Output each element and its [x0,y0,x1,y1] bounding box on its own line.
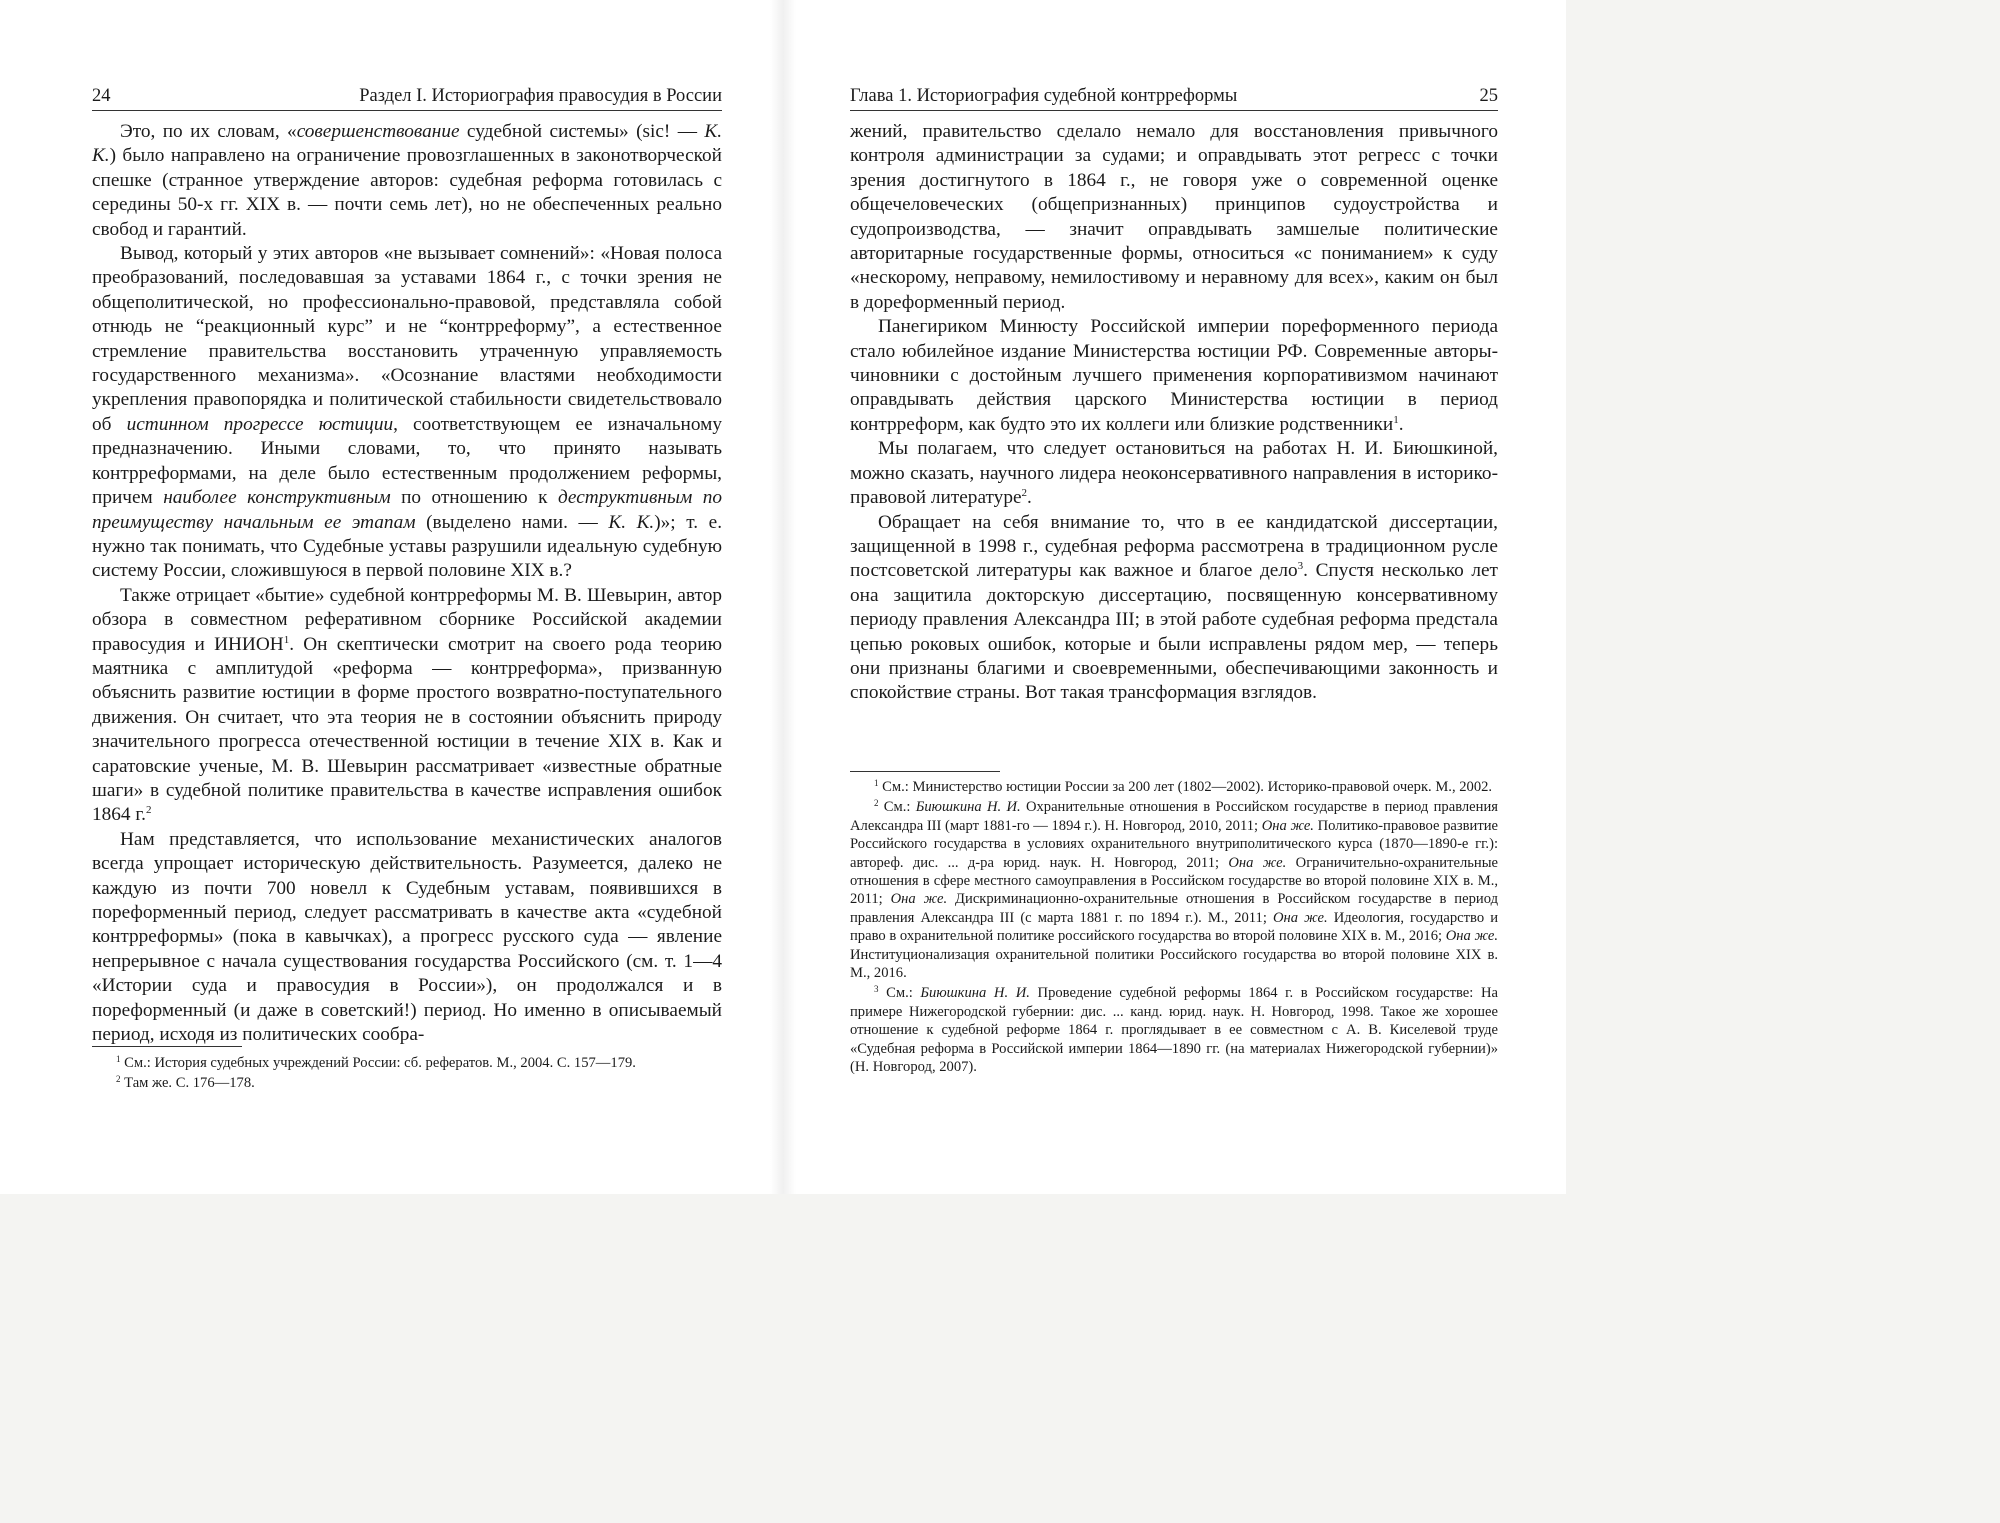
text-run: Это, по их словам, « [120,121,297,142]
text-run: Идеология, государство и право в охранительной политике российского государства во второй половине XIX в. М., 2016; [850,909,1499,945]
right-footnotes [850,778,1498,1079]
italic-text: К. К. [92,121,723,167]
text-run: См.: История судебных учреждений России: сб. рефератов. М., 2004. С. 157—179. [120,1055,636,1071]
italic-text: Она же. [890,891,948,908]
paragraph [850,511,1498,706]
text-run: . Он скептически смотрит на своего рода теорию маятника с амплитудой «реформа — контрреформа», призванную объяснить развитие юстиции в форме простого возвратно-поступательного движения. Он считает, что эта теория не в состоянии объяснить природу значительного прогресса отечественной юстиции в течение XIX в. Как и саратовские ученые, М. В. Шевырин рассматривает «известные обратные шаги» в судебной политике правительства в качестве исправления ошибок 1864 г. [92,633,722,826]
text-run: Также отрицает «бытие» судебной контрреформы М. В. Шевырин, автор обзора в совместном реферативном сборнике Российской академии правосудия и ИНИОН [92,584,722,655]
text-run: Дискриминационно-охранительные отношения в Российском государстве в период правления Александра III (с марта 1881 г. по 1894 г.). М., 2011; [850,891,1499,926]
text-run: Институционализация охранительной политики Российского государства во второй половине XIX в. М., 2016. [850,946,1498,982]
paragraph [850,437,1498,510]
text-run: судебной системы» (sic! — [459,121,705,142]
right-page-number: 25 [1479,86,1498,106]
text-run: Вывод, который у этих авторов «не вызывает сомнений»: «Новая полоса преобразований, последовавшая за уставами 1864 г., с точки зрения не общеполитической, но профессионально-правовой, представляла собой отнюдь не “реакционный курс” и не “контрреформу”, а естественное стремление правительства восстановить утраченную управляемость государственного механизма». «Осознание властями необходимости укрепления правопорядка и политической стабильности свидетельствовало об [92,243,722,435]
text-run: Нам представляется, что использование механистических аналогов всегда упрощает историческую действительность. Разумеется, далеко не каждую из почти 700 новелл к Судебным уставам, появившихся в пореформенный период, следует рассматривать в качестве акта «судебной контрреформы» (пока в кавычках), а прогресс русского суда — явление непрерывное с начала существования государства Российского (см. т. 1—4 «Истории суда и правосудия в России»), он продолжался и в пореформенный (и даже в советский!) период. Но именно в описываемый период, исходя из политических сообра- [92,828,722,1046]
paragraph [92,120,722,242]
right-page [783,0,1566,1194]
text-run: Ограничительно-охранительные отношения в сфере местного самоуправления в Российском государстве во второй половине XIX в. М., 2011; [850,854,1498,908]
left-header-rule [92,110,722,111]
footnote [92,1074,722,1092]
footnote [850,778,1498,796]
paragraph [850,315,1498,437]
text-run: Обращает на себя внимание то, что в ее кандидатской диссертации, защищенной в 1998 г., судебная реформа рассмотрена в традиционном русле постсоветской литературы как важное и благое дело [850,511,1498,582]
text-run: по отношению к [390,487,558,509]
right-header-rule [850,110,1498,111]
left-footnote-separator [92,1046,242,1047]
footnote-marker: 2 [874,798,879,809]
right-footnote-separator [850,771,1000,772]
footnote-marker: 2 [1021,487,1028,500]
left-page [0,0,783,1194]
footnote-marker: 1 [283,633,290,646]
text-run: )»; т. е. нужно так понимать, что Судебные уставы разрушили идеальную судебную систему России, сложившуюся в первой половине XIX в.? [92,511,723,582]
italic-text: К. К. [608,511,655,533]
right-body-text [850,120,1498,706]
text-run: Панегириком Минюсту Российской империи пореформенного периода стало юбилейное издание Министерства юстиции РФ. Современные авторы-чиновники с достойным лучшего применения корпоративизмом начинают оправдывать действия царского Министерства юстиции в период контрреформ, как будто это их коллеги или близкие родственники [850,316,1498,435]
paragraph [92,828,722,1048]
footnote [850,798,1498,982]
italic-text: совершенствование [296,121,460,142]
italic-text: истинном прогрессе юстиции [126,413,394,435]
paragraph [92,242,722,584]
italic-text: Она же. [1228,854,1287,871]
italic-text: наиболее конструктивным [163,487,391,509]
left-body-text [92,120,722,1047]
footnote-marker: 3 [1297,560,1304,573]
text-run: . Спустя несколько лет она защитила докторскую диссертацию, посвященную консервативному периоду правления Александра III; в этой работе судебная реформа предстала цепью роковых ошибок, которые и были исправлены рядом мер, — теперь они признаны благими и своевременными, обеспечивающими законность и спокойствие страны. Вот такая трансформация взглядов. [850,560,1498,704]
text-run: См.: Министерство юстиции России за 200 лет (1802—2002). Историко-правовой очерк. М., 2002. [878,779,1493,795]
text-run: . [1398,413,1404,435]
text-run: Охранительные отношения в Российском государстве в период правления Александра III (март 1881-го — 1894 г.). Н. Новгород, 2010, 2011; [850,799,1498,834]
left-running-head-title: Раздел I. Историография правосудия в России [359,86,722,106]
footnote-marker: 2 [145,804,152,817]
text-run: , соответствующем ее изначальному предназначению. Иными словами, то, что принято называть контрреформами, на деле было естественным продолжением реформы, причем [92,413,722,509]
left-page-number: 24 [92,86,111,106]
footnote [92,1054,722,1072]
text-run: ) было направлено на ограничение провозглашенных в законотворческой спешке (странное утверждение авторов: судебная реформа готовилась с середины 50-х гг. XIX в. — почти семь лет), но не обеспеченных реально свобод и гарантий. [92,145,722,240]
footnote-marker: 3 [874,984,879,995]
text-run: (выделено нами. — [415,511,609,533]
footnote-marker: 2 [116,1074,121,1085]
italic-text: Биюшкина Н. И. [920,985,1030,1002]
text-run: См.: [878,799,916,816]
footnote-marker: 1 [1393,413,1399,426]
text-run: См.: [878,985,921,1002]
italic-text: Она же. [1272,909,1328,926]
footnote-marker: 1 [116,1054,121,1064]
book-gutter [770,0,796,1194]
paragraph [850,120,1498,315]
footnote [850,984,1498,1076]
text-run: жений, правительство сделало немало для восстановления привычного контроля администрации за судами; и оправдывать этот регресс с точки зрения достигнутого в 1864 г., не говоря уже о современной оценке общечеловеческих (общепризнанных) принципов судоустройства и судопроизводства, — значит оправдывать замшелые политические авторитарные государственные формы, относиться «с пониманием» к суду «нескорому, неправому, немилостивому и неравному для всех», каким он был в дореформенный период. [850,121,1498,313]
text-run: Проведение судебной реформы 1864 г. в Российском государстве: На примере Нижегородской губернии: дис. ... канд. юрид. наук. Н. Новгород, 1998. Такое же хорошее отношение к судебной реформе 1864 г. проглядывает в ее совместном с А. В. Киселевой труде «Судебная реформа в Российской империи 1864—1890 гг. (на материалах Нижегородской губернии)» (Н. Новгород, 2007). [850,985,1498,1076]
text-run: Мы полагаем, что следует остановиться на работах Н. И. Биюшкиной, можно сказать, научного лидера неоконсервативного направления в историко-правовой литературе [850,438,1498,509]
italic-text: деструктивным по преимуществу начальным ее этапам [92,487,723,533]
right-running-head-title: Глава 1. Историография судебной контрреформы [850,86,1238,106]
text-run: Там же. С. 176—178. [120,1075,255,1092]
italic-text: Она же. [1445,928,1499,945]
italic-text: Биюшкина Н. И. [915,799,1021,816]
text-run: . [1027,487,1032,509]
footnote-marker: 1 [874,778,879,788]
text-run: Политико-правовое развитие Российского государства в условиях охранительного внутриполитического курса (1870—1890-е гг.): автореф. дис. ... д-ра юрид. наук. Н. Новгород, 2011; [850,817,1499,871]
paragraph [92,584,722,828]
left-footnotes [92,1054,722,1095]
italic-text: Она же. [1261,817,1314,834]
